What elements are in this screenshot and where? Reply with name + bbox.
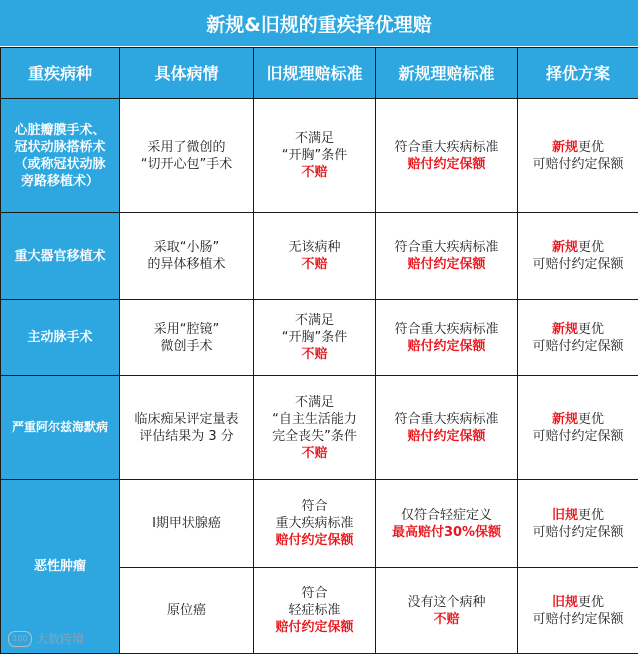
old-rule-cell: 不满足 “开胸”条件 不赔 [254, 300, 376, 376]
table-row [1, 300, 638, 376]
new-rule-cell: 符合重大疾病标准 赔付约定保额 [376, 376, 518, 480]
header-old-rule: 旧规理赔标准 [254, 48, 376, 99]
condition-cell: 采用“腔镜” 微创手术 [120, 300, 254, 376]
new-rule-cell: 符合重大疾病标准 赔付约定保额 [376, 300, 518, 376]
condition-cell: 采取“小肠” 的异体移植术 [120, 213, 254, 300]
table-header-row [1, 48, 638, 99]
table-row [1, 376, 638, 480]
watermark-text: 大数跨境 [36, 630, 84, 647]
choice-cell: 新规更优 可赔付约定保额 [518, 300, 638, 376]
watermark-logo-icon: 100 [8, 631, 32, 647]
header-new-rule: 新规理赔标准 [376, 48, 518, 99]
old-rule-cell: 无该病种 不赔 [254, 213, 376, 300]
choice-cell: 新规更优 可赔付约定保额 [518, 213, 638, 300]
header-condition: 具体病情 [120, 48, 254, 99]
old-rule-cell: 符合 轻症标准 赔付约定保额 [254, 568, 376, 654]
new-rule-cell: 符合重大疾病标准 赔付约定保额 [376, 213, 518, 300]
watermark [8, 630, 84, 647]
condition-cell: 临床痴呆评定量表 评估结果为 3 分 [120, 376, 254, 480]
header-choice: 择优方案 [518, 48, 638, 99]
new-rule-cell: 符合重大疾病标准 赔付约定保额 [376, 99, 518, 213]
disease-cell: 主动脉手术 [1, 300, 120, 376]
condition-cell: 采用了微创的 “切开心包”手术 [120, 99, 254, 213]
table-row [1, 480, 638, 568]
condition-cell: 原位癌 [120, 568, 254, 654]
header-disease: 重疾病种 [1, 48, 120, 99]
new-rule-cell: 没有这个病种 不赔 [376, 568, 518, 654]
old-rule-cell: 不满足 “自主生活能力 完全丧失”条件 不赔 [254, 376, 376, 480]
table-row [1, 99, 638, 213]
disease-cell: 重大器官移植术 [1, 213, 120, 300]
comparison-table [0, 47, 638, 654]
choice-cell: 新规更优 可赔付约定保额 [518, 376, 638, 480]
disease-cell: 心脏瓣膜手术、 冠状动脉搭桥术 （或称冠状动脉 旁路移植术） [1, 99, 120, 213]
choice-cell: 旧规更优 可赔付约定保额 [518, 480, 638, 568]
old-rule-cell: 符合 重大疾病标准 赔付约定保额 [254, 480, 376, 568]
old-rule-cell: 不满足 “开胸”条件 不赔 [254, 99, 376, 213]
page-title: 新规&旧规的重疾择优理赔 [0, 0, 638, 46]
choice-cell: 旧规更优 可赔付约定保额 [518, 568, 638, 654]
condition-cell: I期甲状腺癌 [120, 480, 254, 568]
new-rule-cell: 仅符合轻症定义 最高赔付30%保额 [376, 480, 518, 568]
choice-cell: 新规更优 可赔付约定保额 [518, 99, 638, 213]
table-row [1, 213, 638, 300]
disease-cell: 严重阿尔兹海默病 [1, 376, 120, 480]
disease-cell: 恶性肿瘤 [1, 480, 120, 654]
